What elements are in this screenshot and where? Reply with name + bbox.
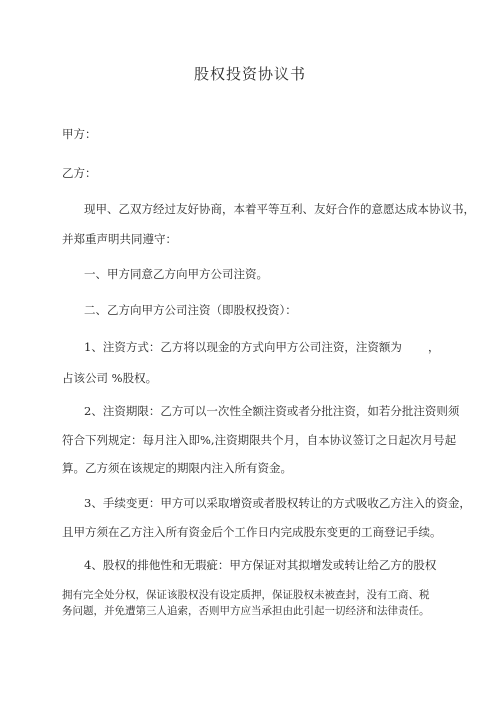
document-title: 股权投资协议书 [193, 65, 306, 83]
item-1-line-1-tail: ， [428, 340, 440, 354]
intro-line-2: 并郑重声明共同遵守： [62, 232, 177, 246]
item-1-line-2: 占该公司 %股权。 [62, 371, 158, 385]
intro-line-1: 现甲、乙双方经过友好协商，本着平等互利、友好合作的意愿达成本协议书， [84, 202, 475, 216]
party-a-label: 甲方： [62, 127, 97, 141]
item-4-line-3: 务问题，并免遭第三人追索，否则甲方应当承担由此引起一切经济和法律责任。 [62, 605, 430, 617]
item-1-line-1: 1、注资方式：乙方将以现金的方式向甲方公司注资，注资额为 [84, 340, 402, 354]
party-b-label: 乙方： [62, 166, 97, 180]
item-4-line-2: 拥有完全处分权，保证该股权没有设定质押，保证股权未被查封，没有工商、税 [62, 589, 430, 601]
item-2-line-1: 2、注资期限：乙方可以一次性全额注资或者分批注资，如若分批注资则须 [84, 404, 460, 418]
item-2-line-3: 算。乙方须在该规定的期限内注入所有资金。 [62, 461, 292, 475]
clause-1: 一、甲方同意乙方向甲方公司注资。 [84, 267, 268, 281]
item-2-line-2: 符合下列规定：每月注入即%,注资期限共个月，自本协议签订之日起次月号起 [62, 433, 457, 447]
item-3-line-2: 且甲方须在乙方注入所有资金后个工作日内完成股东变更的工商登记手续。 [62, 525, 442, 539]
clause-2: 二、乙方向甲方公司注资（即股权投资）： [84, 303, 297, 317]
item-3-line-1: 3、手续变更：甲方可以采取增资或者股权转让的方式吸收乙方注入的资金， [84, 496, 471, 510]
item-4-line-1: 4、股权的排他性和无瑕疵：甲方保证对其拟增发或转让给乙方的股权 [84, 558, 437, 572]
